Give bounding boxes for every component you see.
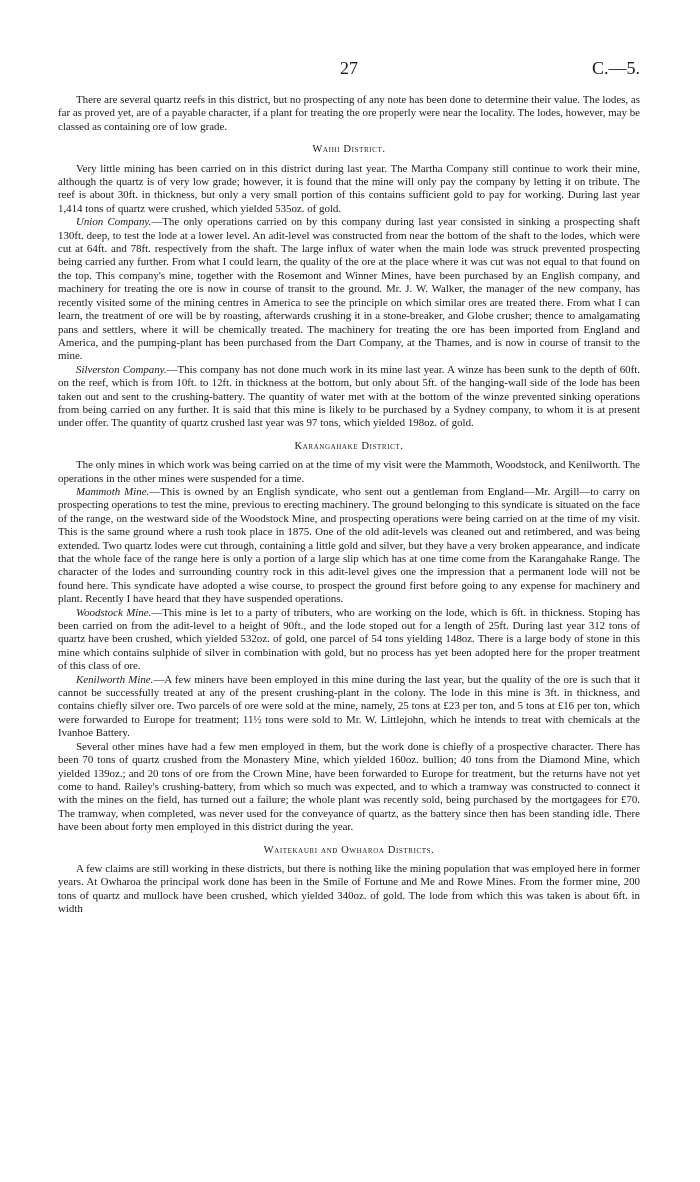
union-company-paragraph	[58, 216, 640, 363]
page-body	[58, 94, 640, 917]
page-header	[58, 58, 640, 82]
section-heading-waihi: Waihi District.	[312, 144, 386, 156]
section-heading-waitekauri: Waitekauri and Owharoa Districts.	[263, 844, 435, 856]
silverston-company-text: —This company has not done much work in its mine last year. A winze has been sunk to the depth of 60ft. on the reef, which is from 10ft. to 12ft. in thickness at the bottom, but only about 5ft. of the hanging-wall side of the lode has been taken out and sent to the crushing-battery. The quantity of water met with at the bottom of the winze prevented sinking operations from being carried on any further. It is said that this mine is likely to be purchased by a Sydney company, to whom it is at present under offer. The quantity of quartz crushed last year was 97 tons, which yielded 198oz. of gold.	[58, 363, 640, 430]
waitekauri-paragraph: A few claims are still working in these districts, but there is nothing like the mining population that was employed here in former years. At Owharoa the principal work done has been in the Smile of Fortune and Me and Rowe Mines. From the former mine, 200 tons of quartz and mullock have been crushed, which yielded 340oz. of gold. The lode from which this was taken is about 6ft. in width	[58, 862, 640, 916]
kenilworth-mine-paragraph	[58, 674, 640, 741]
document-reference: C.—5.	[591, 58, 640, 78]
woodstock-mine-text: —This mine is let to a party of tributers, who are working on the lode, which is 6ft. in thickness. Stoping has been carried on from the adit-level to a height of 90ft., and the lode stoped out for a length of 25ft. During last year 312 tons of quartz have been crushed, which yielded 532oz. of gold, one parcel of 54 tons yielding 148oz. There is a large body of stone in this mine which contains sulphide of silver in combination with gold, but no process has yet been adopted here for the proper treatment of this class of ore.	[58, 606, 640, 673]
kenilworth-mine-text: —A few miners have been employed in this mine during the last year, but the quality of the ore is such that it cannot be successfully treated at any of the present crushing-plant in the colony. The lode in this mine is 3ft. in thickness, and contains chiefly silver ore. Two parcels of ore were sold at the mine, namely, 25 tons at £23 per ton, and 5 tons at £16 per ton, which were forwarded to Europe for treatment; 11½ tons were sold to Mr. W. Littlejohn, which he intends to treat with chemicals at the Ivanhoe Battery.	[58, 673, 640, 740]
kenilworth-mine-lead: Kenilworth Mine.	[76, 673, 154, 686]
karangahake-paragraph: The only mines in which work was being carried on at the time of my visit were the Mammoth, Woodstock, and Kenilworth. The operations in the other mines were suspended for a time.	[58, 459, 640, 485]
mammoth-mine-paragraph	[58, 486, 640, 607]
intro-paragraph: There are several quartz reefs in this district, but no prospecting of any note has been done to determine their value. The lodes, as far as proved yet, are of a payable character, if a plant for treating the ore properly were near the locality. The lodes, however, may be classed as containing ore of low grade.	[58, 94, 640, 133]
silverston-company-lead: Silverston Company.	[76, 363, 167, 376]
mammoth-mine-lead: Mammoth Mine.	[76, 485, 150, 498]
union-company-text: —The only operations carried on by this company during last year consisted in sinking a prospecting shaft 130ft. deep, to test the lode at a lower level. An adit-level was constructed from near the bottom of the shaft to the lodes, which were cut at 64ft. and 78ft. respectively from the shaft. The large influx of water when the main lode was struck prevented prospecting being carried any further. From what I could learn, the quality of the ore at the place where it was cut was not equal to that found on the top. This company's mine, together with the Rosemont and Winner Mines, have been purchased by an English company, and machinery for treating the ore is now in course of transit to the ground. Mr. J. W. Walker, the manager of the new company, has recently visited some of the mining centres in America to see the principle on which similar ores are treated there. From what I can learn, the treatment of ore will be by roasting, afterwards crushing it in a stone-breaker, and Globe crusher; thence to amalgamating pans and settlers, where it will be chemically treated. The machinery for treating the ore has been imported from England and America, and the pumping-plant has been purchased from the Dart Company, at the Thames, and is now in course of transit to the mine.	[58, 216, 640, 363]
section-heading-karangahake: Karangahake District.	[294, 440, 404, 452]
waihi-paragraph: Very little mining has been carried on in this district during last year. The Martha Company still continue to work their mine, although the quartz is of very low grade; however, it is found that the mine will only pay the company by letting it on tribute. The reef is about 30ft. in thickness, but only a very small portion of this contains sufficient gold to pay for working. During last year 1,414 tons of quartz were crushed, which yielded 535oz. of gold.	[58, 162, 640, 215]
mammoth-mine-text: —This is owned by an English syndicate, who sent out a gentleman from England—Mr. Argill—to carry on prospecting operations to test the mine, previous to erecting machinery. The ground belonging to this syndicate is situated on the face of the range, on the westward side of the Woodstock Mine, and prospecting operations were being carried on at the time of my visit. This is the same ground where a rush took place in 1875. One of the old adit-levels was cleaned out and retimbered, and was being extended. Two quartz lodes were cut through, containing a little gold and silver, but they have a very broken appearance, and indicate that the whole face of the range here is only a portion of a large slip which has at one time come from the Karangahake Range. The character of the lodes and surrounding country rock in this adit-level gives one the impression that a permanent lode will not be found here. This syndicate have adopted a wise course, to prospect the ground first before going to any expense for machinery and plant. Recently I have heard that they have suspended operations.	[58, 485, 640, 606]
silverston-company-paragraph	[58, 364, 640, 431]
other-mines-paragraph: Several other mines have had a few men employed in them, but the work done is chiefly of a prospective character. There has been 70 tons of quartz crushed from the Monastery Mine, which yielded 160oz. bullion; 40 tons from the Diamond Mine, which yielded 139oz.; and 20 tons of ore from the Crown Mine, have been forwarded to Europe for treatment, but the returns have not yet come to hand. Railey's crushing-battery, from which so much was expected, and to which a tramway was constructed to connect it with the mines on the field, has turned out a failure; the whole plant was recently sold, being purchased by the mortgagees for £70. The tramway, when completed, was never used for the conveyance of quartz, as the battery since then has been standing idle. There have been about forty men employed in this district during the year.	[58, 740, 640, 834]
page-number: 27	[340, 58, 358, 78]
woodstock-mine-lead: Woodstock Mine.	[76, 606, 152, 619]
union-company-lead: Union Company.	[76, 216, 152, 229]
woodstock-mine-paragraph	[58, 607, 640, 674]
